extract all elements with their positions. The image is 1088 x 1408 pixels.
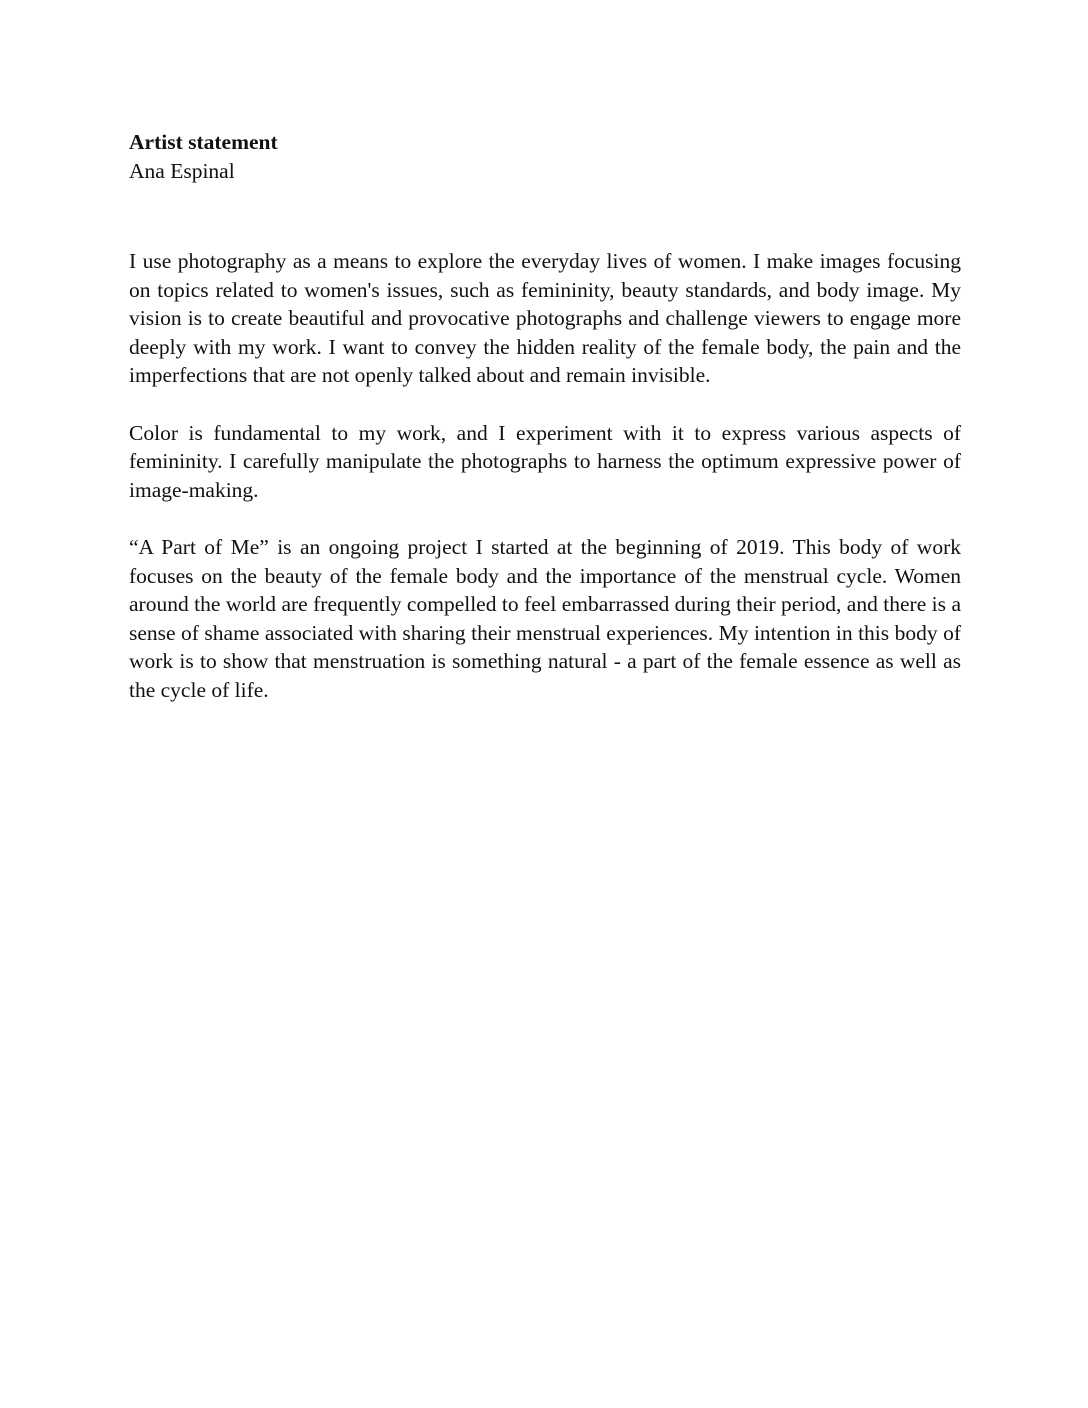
document-body xyxy=(129,128,961,733)
document-title: Artist statement xyxy=(129,130,278,154)
paragraph-intro: I use photography as a means to explore the everyday lives of women. I make images focusing on topics related to women's issues, such as femininity, beauty standards, and body image. My vision is to create beautiful and provocative photographs and challenge viewers to engage more deeply with my work. I want to convey the hidden reality of the female body, the pain and the imperfections that are not openly talked about and remain invisible. xyxy=(129,249,961,387)
author-name: Ana Espinal xyxy=(129,158,235,183)
paragraph-color: Color is fundamental to my work, and I experiment with it to express various aspects of femininity. I carefully manipulate the photographs to harness the optimum expressive power of image-making. xyxy=(129,420,961,502)
paragraph-project: “A Part of Me” is an ongoing project I started at the beginning of 2019. This body of work focuses on the beauty of the female body and the importance of the menstrual cycle. Women around the world are frequently compelled to feel embarrassed during their period, and there is a sense of shame associated with sharing their menstrual experiences. My intention in this body of work is to show that menstruation is something natural - a part of the female essence as well as the cycle of life. xyxy=(129,535,961,702)
